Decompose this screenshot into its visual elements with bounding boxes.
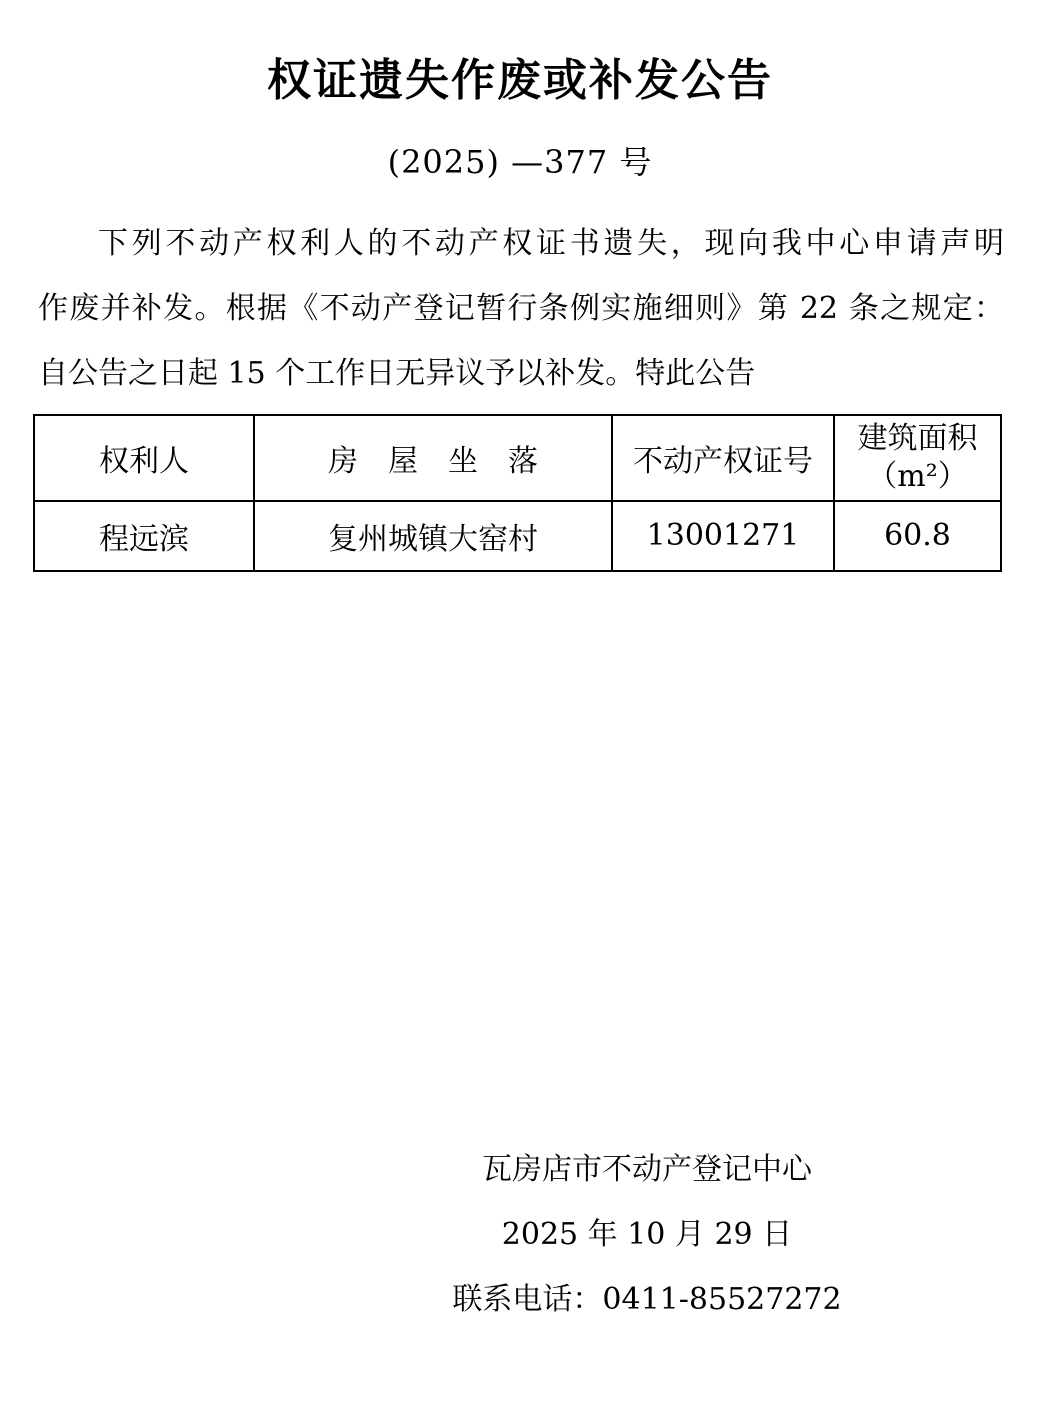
cell-location: 复州城镇大窑村: [254, 501, 612, 571]
header-holder: 权利人: [34, 415, 254, 501]
body-line-3: 自公告之日起 15 个工作日无异议予以补发。特此公告: [38, 355, 756, 391]
table-row: [34, 501, 1001, 571]
document-number: (2025) —377 号: [387, 142, 653, 181]
cell-holder: 程远滨: [34, 501, 254, 571]
issuer-name: 瓦房店市不动产登记中心: [482, 1152, 812, 1187]
document-footer: [254, 1152, 1040, 1347]
certificates-table: [33, 414, 1002, 572]
document-title: 权证遗失作废或补发公告: [267, 55, 773, 106]
header-area-line1: 建筑面积: [857, 420, 978, 456]
body-line-1: 下列不动产权利人的不动产权证书遗失，现向我中心申请声明: [98, 225, 1004, 261]
cell-area: 60.8: [834, 501, 1001, 571]
cell-certificate-no: 13001271: [612, 501, 834, 571]
issue-date: 2025 年 10 月 29 日: [501, 1217, 793, 1252]
header-location: 房 屋 坐 落: [254, 415, 612, 501]
header-area: [834, 415, 1001, 501]
body-paragraph: [38, 211, 1004, 406]
table-header-row: [34, 415, 1001, 501]
header-certificate-no: 不动产权证号: [612, 415, 834, 501]
header-area-line2: （m²）: [867, 458, 968, 494]
contact-phone: 联系电话：0411-85527272: [452, 1282, 842, 1317]
body-line-2: 作废并补发。根据《不动产登记暂行条例实施细则》第 22 条之规定：: [38, 290, 1004, 326]
